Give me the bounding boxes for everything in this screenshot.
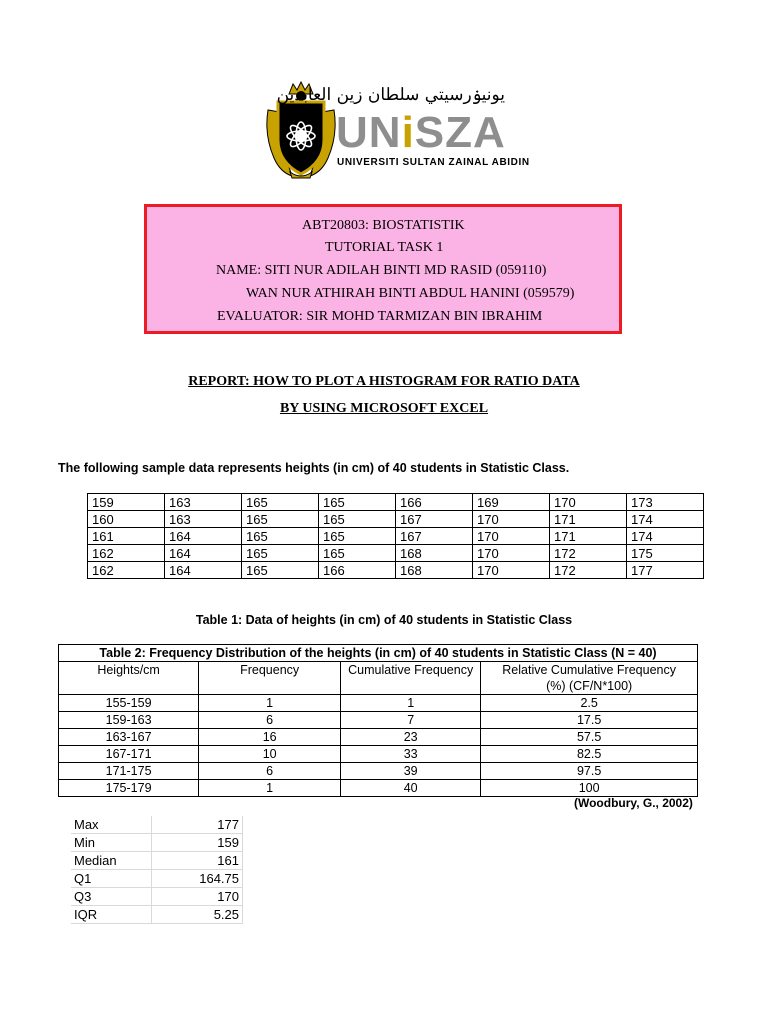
- stat-value: 159: [152, 834, 243, 852]
- frequency-cell: 6: [199, 763, 341, 780]
- frequency-cell: 16: [199, 729, 341, 746]
- header-cumulative-frequency: Cumulative Frequency: [341, 662, 481, 695]
- frequency-cell: 10: [199, 746, 341, 763]
- stat-label: IQR: [71, 906, 152, 924]
- frequency-cell: 1: [199, 695, 341, 712]
- table-row: [88, 511, 704, 528]
- height-cell: 170: [473, 545, 550, 562]
- height-cell: 170: [550, 494, 627, 511]
- relative-cumulative-frequency-cell: 82.5: [481, 746, 698, 763]
- height-cell: 165: [242, 511, 319, 528]
- stat-value: 170: [152, 888, 243, 906]
- course-code: ABT20803: BIOSTATISTIK: [302, 218, 465, 233]
- report-title-line2: BY USING MICROSOFT EXCEL: [279, 401, 489, 416]
- height-cell: 165: [242, 528, 319, 545]
- class-interval-cell: 155-159: [59, 695, 199, 712]
- table-row: [88, 562, 704, 579]
- table-row: [59, 695, 698, 712]
- table-row: [59, 712, 698, 729]
- table1-caption: Table 1: Data of heights (in cm) of 40 students in Statistic Class: [195, 613, 573, 627]
- summary-statistics-table: [71, 816, 243, 924]
- citation: (Woodbury, G., 2002): [574, 796, 693, 810]
- height-cell: 174: [627, 528, 704, 545]
- height-cell: 172: [550, 545, 627, 562]
- height-cell: 167: [396, 511, 473, 528]
- height-cell: 170: [473, 511, 550, 528]
- class-interval-cell: 163-167: [59, 729, 199, 746]
- height-cell: 168: [396, 562, 473, 579]
- table-row: [71, 870, 243, 888]
- cumulative-frequency-cell: 40: [341, 780, 481, 797]
- header-heights: Heights/cm: [59, 662, 199, 695]
- height-cell: 164: [165, 545, 242, 562]
- logo-arabic-text: يونيۏرسيتي سلطان زين العابدين: [276, 85, 505, 105]
- table-row: [59, 746, 698, 763]
- table-row: [71, 888, 243, 906]
- header-relative-cumulative-frequency: Relative Cumulative Frequency (%) (CF/N*100): [481, 662, 698, 695]
- class-interval-cell: 159-163: [59, 712, 199, 729]
- task-title: TUTORIAL TASK 1: [325, 240, 444, 255]
- height-cell: 162: [88, 562, 165, 579]
- height-cell: 177: [627, 562, 704, 579]
- height-cell: 171: [550, 511, 627, 528]
- relative-cumulative-frequency-cell: 17.5: [481, 712, 698, 729]
- student-name-1: NAME: SITI NUR ADILAH BINTI MD RASID (059110): [216, 263, 547, 278]
- student-info-box: [144, 204, 622, 334]
- height-cell: 166: [319, 562, 396, 579]
- height-cell: 163: [165, 511, 242, 528]
- height-cell: 164: [165, 528, 242, 545]
- relative-cumulative-frequency-cell: 2.5: [481, 695, 698, 712]
- table-row: [59, 780, 698, 797]
- table-row: [88, 494, 704, 511]
- height-cell: 162: [88, 545, 165, 562]
- height-cell: 164: [165, 562, 242, 579]
- stat-label: Median: [71, 852, 152, 870]
- table-row: [59, 763, 698, 780]
- stat-label: Q1: [71, 870, 152, 888]
- height-cell: 165: [319, 545, 396, 562]
- height-cell: 167: [396, 528, 473, 545]
- cumulative-frequency-cell: 39: [341, 763, 481, 780]
- cumulative-frequency-cell: 33: [341, 746, 481, 763]
- table-row: [59, 729, 698, 746]
- height-cell: 163: [165, 494, 242, 511]
- heights-data-table: [87, 493, 704, 579]
- logo-wordmark: UNiSZA: [336, 108, 506, 157]
- cumulative-frequency-cell: 23: [341, 729, 481, 746]
- cumulative-frequency-cell: 7: [341, 712, 481, 729]
- relative-cumulative-frequency-cell: 100: [481, 780, 698, 797]
- class-interval-cell: 175-179: [59, 780, 199, 797]
- class-interval-cell: 171-175: [59, 763, 199, 780]
- height-cell: 175: [627, 545, 704, 562]
- height-cell: 159: [88, 494, 165, 511]
- height-cell: 171: [550, 528, 627, 545]
- stat-value: 5.25: [152, 906, 243, 924]
- height-cell: 169: [473, 494, 550, 511]
- stat-value: 164.75: [152, 870, 243, 888]
- height-cell: 170: [473, 528, 550, 545]
- height-cell: 166: [396, 494, 473, 511]
- table-row: [71, 852, 243, 870]
- height-cell: 170: [473, 562, 550, 579]
- table-row: [88, 545, 704, 562]
- stat-label: Min: [71, 834, 152, 852]
- height-cell: 165: [242, 494, 319, 511]
- stat-value: 177: [152, 816, 243, 834]
- height-cell: 168: [396, 545, 473, 562]
- cumulative-frequency-cell: 1: [341, 695, 481, 712]
- report-title-line1: REPORT: HOW TO PLOT A HISTOGRAM FOR RATIO DATA: [188, 374, 580, 389]
- height-cell: 165: [319, 511, 396, 528]
- header-frequency: Frequency: [199, 662, 341, 695]
- height-cell: 165: [242, 562, 319, 579]
- table-row: [71, 906, 243, 924]
- height-cell: 165: [242, 545, 319, 562]
- stat-label: Q3: [71, 888, 152, 906]
- frequency-distribution-table: [58, 644, 698, 797]
- relative-cumulative-frequency-cell: 97.5: [481, 763, 698, 780]
- stat-label: Max: [71, 816, 152, 834]
- height-cell: 165: [319, 528, 396, 545]
- height-cell: 161: [88, 528, 165, 545]
- class-interval-cell: 167-171: [59, 746, 199, 763]
- evaluator-name: EVALUATOR: SIR MOHD TARMIZAN BIN IBRAHIM: [217, 309, 543, 324]
- stat-value: 161: [152, 852, 243, 870]
- height-cell: 165: [319, 494, 396, 511]
- frequency-cell: 6: [199, 712, 341, 729]
- height-cell: 173: [627, 494, 704, 511]
- height-cell: 174: [627, 511, 704, 528]
- table-row: [71, 834, 243, 852]
- table-row: [88, 528, 704, 545]
- table-row: [71, 816, 243, 834]
- relative-cumulative-frequency-cell: 57.5: [481, 729, 698, 746]
- height-cell: 160: [88, 511, 165, 528]
- intro-text: The following sample data represents heights (in cm) of 40 students in Statistic Class.: [58, 461, 570, 475]
- table2-title: Table 2: Frequency Distribution of the heights (in cm) of 40 students in Statistic Class (N = 40): [59, 645, 698, 662]
- frequency-cell: 1: [199, 780, 341, 797]
- logo-subtitle: UNIVERSITI SULTAN ZAINAL ABIDIN: [337, 157, 530, 168]
- student-name-2: WAN NUR ATHIRAH BINTI ABDUL HANINI (059579): [246, 286, 575, 301]
- height-cell: 172: [550, 562, 627, 579]
